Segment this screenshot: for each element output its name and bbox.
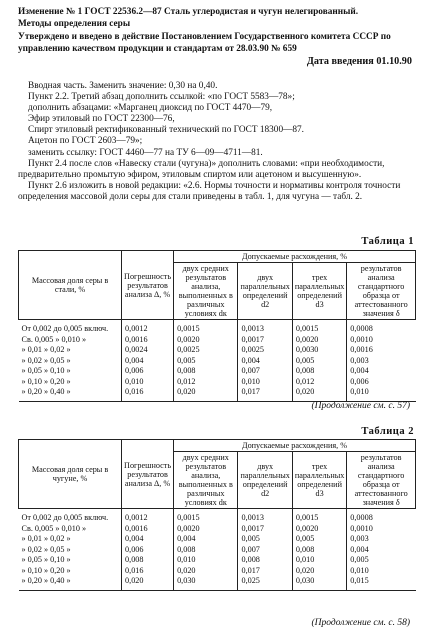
- value-cell: 0,020: [174, 566, 238, 577]
- value-cell: 0,0015: [174, 320, 238, 335]
- value-cell: 0,003: [347, 534, 416, 545]
- value-cell: 0,003: [347, 356, 416, 367]
- value-cell: 0,017: [238, 566, 292, 577]
- value-cell: 0,008: [174, 366, 238, 377]
- header-title-line: Изменение № 1 ГОСТ 22536.2—87 Сталь углеродистая и чугун нелегированный.: [18, 7, 359, 17]
- paragraph: Вводная часть. Заменить значение: 0,30 на 0,40.: [28, 81, 218, 91]
- row-range-cell: » 0,05 » 0,10 »: [21, 555, 71, 564]
- value-cell: 0,0024: [122, 345, 174, 356]
- value-cell: 0,005: [292, 534, 346, 545]
- value-cell: 0,0020: [292, 335, 346, 346]
- value-cell: 0,007: [238, 366, 292, 377]
- row-range-cell: » 0,05 » 0,10 »: [21, 366, 71, 375]
- value-cell: 0,0012: [122, 320, 174, 335]
- value-cell: 0,0010: [347, 335, 416, 346]
- value-cell: 0,007: [238, 545, 292, 556]
- value-cell: 0,0017: [238, 524, 292, 535]
- value-cell: 0,006: [347, 377, 416, 388]
- paragraph: дополнить абзацами: «Марганец диоксид по ГОСТ 4470—79,: [28, 103, 273, 114]
- table-row: [19, 320, 416, 335]
- amendment-text: [18, 81, 414, 203]
- col-header-mass-fraction: Массовая доля серы в стали, %: [19, 251, 122, 320]
- value-cell: 0,030: [174, 576, 238, 590]
- row-range-cell: Св. 0,005 » 0,010 »: [21, 523, 87, 533]
- col-header-dk: двух средних результатов анализа, выполненных в различных условиях dк: [174, 263, 238, 320]
- paragraph: Пункт 2.2. Третий абзац дополнить ссылкой: «по ГОСТ 5583—78»;: [28, 92, 295, 103]
- table2-body: [19, 509, 416, 591]
- value-cell: 0,0013: [238, 320, 292, 335]
- value-cell: 0,004: [347, 366, 416, 377]
- paragraph: заменить ссылку: ГОСТ 4460—77 на ТУ 6—09—4711—81.: [28, 147, 263, 158]
- group-header-tolerances: Допускаемые расхождения, %: [174, 440, 416, 452]
- col-header-d2: двух параллельных определений d2: [238, 263, 292, 320]
- table-row: [19, 335, 416, 346]
- paragraph: Пункт 2.4 после слов «Навеску стали (чугуна)» дополнить словами: «при необходимости, предварительно промытую эфиром, этиловым спиртом или ацетоном и высушенную».: [18, 158, 385, 180]
- value-cell: 0,005: [347, 555, 416, 566]
- value-cell: 0,010: [347, 387, 416, 401]
- effective-date: Дата введения 01.10.90: [306, 56, 412, 67]
- value-cell: 0,0017: [238, 335, 292, 346]
- row-range-cell: » 0,20 » 0,40 »: [19, 576, 122, 590]
- document-header: [18, 6, 414, 56]
- col-header-dk: двух средних результатов анализа, выполненных в различных условиях dк: [174, 452, 238, 509]
- value-cell: 0,005: [174, 356, 238, 367]
- value-cell: 0,012: [174, 377, 238, 388]
- value-cell: 0,005: [292, 356, 346, 367]
- value-cell: 0,0013: [238, 509, 292, 524]
- paragraph: Ацетон по ГОСТ 2603—79»;: [28, 136, 143, 147]
- col-header-mass-fraction: Массовая доля серы в чугуне, %: [19, 440, 122, 509]
- value-cell: 0,0015: [174, 509, 238, 524]
- value-cell: 0,0020: [174, 335, 238, 346]
- table-row: [19, 509, 416, 524]
- sulfur-cast-iron-table: [18, 439, 416, 591]
- value-cell: 0,010: [174, 555, 238, 566]
- value-cell: 0,0016: [122, 524, 174, 535]
- value-cell: 0,004: [122, 534, 174, 545]
- value-cell: 0,020: [292, 566, 346, 577]
- table-row: [19, 555, 416, 566]
- value-cell: 0,0008: [347, 509, 416, 524]
- row-range-cell: От 0,002 до 0,005 включ.: [21, 513, 109, 522]
- paragraph: Эфир этиловый по ГОСТ 22300—76,: [28, 114, 175, 125]
- col-header-delta: результатов анализа стандартного образца от аттестованного значения δ: [347, 452, 416, 509]
- table1-body: [19, 320, 416, 402]
- table-row: [19, 377, 416, 388]
- header-subtitle-line: Методы определения серы: [18, 19, 131, 30]
- col-header-d3: трех параллельных определений d3: [292, 263, 346, 320]
- value-cell: 0,0025: [238, 345, 292, 356]
- table-row: [19, 366, 416, 377]
- value-cell: 0,030: [292, 576, 346, 590]
- value-cell: 0,004: [174, 534, 238, 545]
- col-header-d3: трех параллельных определений d3: [292, 452, 346, 509]
- col-header-error: Погрешность результатов анализа Δ, %: [122, 251, 174, 320]
- value-cell: 0,0030: [292, 345, 346, 356]
- table1-caption: Таблица 1: [361, 236, 414, 247]
- value-cell: 0,012: [292, 377, 346, 388]
- table-row: [19, 387, 416, 401]
- col-header-delta: результатов анализа стандартного образца от аттестованного значения δ: [347, 263, 416, 320]
- value-cell: 0,008: [174, 545, 238, 556]
- value-cell: 0,0012: [122, 509, 174, 524]
- value-cell: 0,0025: [174, 345, 238, 356]
- table-row: [19, 576, 416, 590]
- value-cell: 0,005: [238, 534, 292, 545]
- paragraph: Пункт 2.6 изложить в новой редакции: «2.6. Нормы точности и нормативы контроля точности определения массовой доли серы для стали приведены в табл. 1, для чугуна — табл. 2.: [18, 180, 401, 202]
- value-cell: 0,008: [238, 555, 292, 566]
- table2-caption: Таблица 2: [361, 426, 414, 437]
- paragraph: Спирт этиловый ректификованный технический по ГОСТ 18300—87.: [28, 125, 305, 136]
- value-cell: 0,020: [174, 387, 238, 401]
- value-cell: 0,0016: [122, 335, 174, 346]
- table-row: [19, 566, 416, 577]
- col-header-error: Погрешность результатов анализа Δ, %: [122, 440, 174, 509]
- value-cell: 0,016: [122, 387, 174, 401]
- value-cell: 0,004: [238, 356, 292, 367]
- sulfur-steel-table: [18, 250, 416, 402]
- value-cell: 0,004: [347, 545, 416, 556]
- col-header-d2: двух параллельных определений d2: [238, 452, 292, 509]
- table1-continuation: (Продолжение см. с. 57): [311, 401, 410, 411]
- group-header-tolerances: Допускаемые расхождения, %: [174, 251, 416, 263]
- row-range-cell: От 0,002 до 0,005 включ.: [21, 324, 109, 333]
- table-row: [19, 524, 416, 535]
- row-range-cell: » 0,02 » 0,05 »: [21, 355, 71, 365]
- value-cell: 0,010: [238, 377, 292, 388]
- row-range-cell: » 0,20 » 0,40 »: [19, 387, 122, 401]
- value-cell: 0,010: [347, 566, 416, 577]
- value-cell: 0,006: [122, 545, 174, 556]
- value-cell: 0,0016: [347, 345, 416, 356]
- value-cell: 0,0020: [292, 524, 346, 535]
- value-cell: 0,020: [122, 576, 174, 590]
- value-cell: 0,010: [292, 555, 346, 566]
- row-range-cell: » 0,10 » 0,20 »: [21, 376, 71, 386]
- row-range-cell: » 0,01 » 0,02 »: [21, 534, 71, 543]
- value-cell: 0,020: [292, 387, 346, 401]
- value-cell: 0,004: [122, 356, 174, 367]
- value-cell: 0,016: [122, 566, 174, 577]
- value-cell: 0,008: [292, 366, 346, 377]
- row-range-cell: » 0,02 » 0,05 »: [21, 544, 71, 554]
- value-cell: 0,0010: [347, 524, 416, 535]
- value-cell: 0,008: [122, 555, 174, 566]
- table-row: [19, 345, 416, 356]
- value-cell: 0,025: [238, 576, 292, 590]
- row-range-cell: Св. 0,005 » 0,010 »: [21, 334, 87, 344]
- value-cell: 0,008: [292, 545, 346, 556]
- value-cell: 0,0015: [292, 320, 346, 335]
- table-row: [19, 545, 416, 556]
- value-cell: 0,017: [238, 387, 292, 401]
- row-range-cell: » 0,10 » 0,20 »: [21, 565, 71, 575]
- value-cell: 0,0020: [174, 524, 238, 535]
- row-range-cell: » 0,01 » 0,02 »: [21, 345, 71, 354]
- approval-statement: Утверждено и введено в действие Постановлением Государственного комитета СССР по управлению качеством продукции и стандартам от 28.03.90 № 659: [18, 31, 391, 55]
- value-cell: 0,0015: [292, 509, 346, 524]
- value-cell: 0,015: [347, 576, 416, 590]
- value-cell: 0,010: [122, 377, 174, 388]
- table2-continuation: (Продолжение см. с. 58): [311, 618, 410, 628]
- value-cell: 0,0008: [347, 320, 416, 335]
- table-row: [19, 356, 416, 367]
- value-cell: 0,006: [122, 366, 174, 377]
- table-row: [19, 534, 416, 545]
